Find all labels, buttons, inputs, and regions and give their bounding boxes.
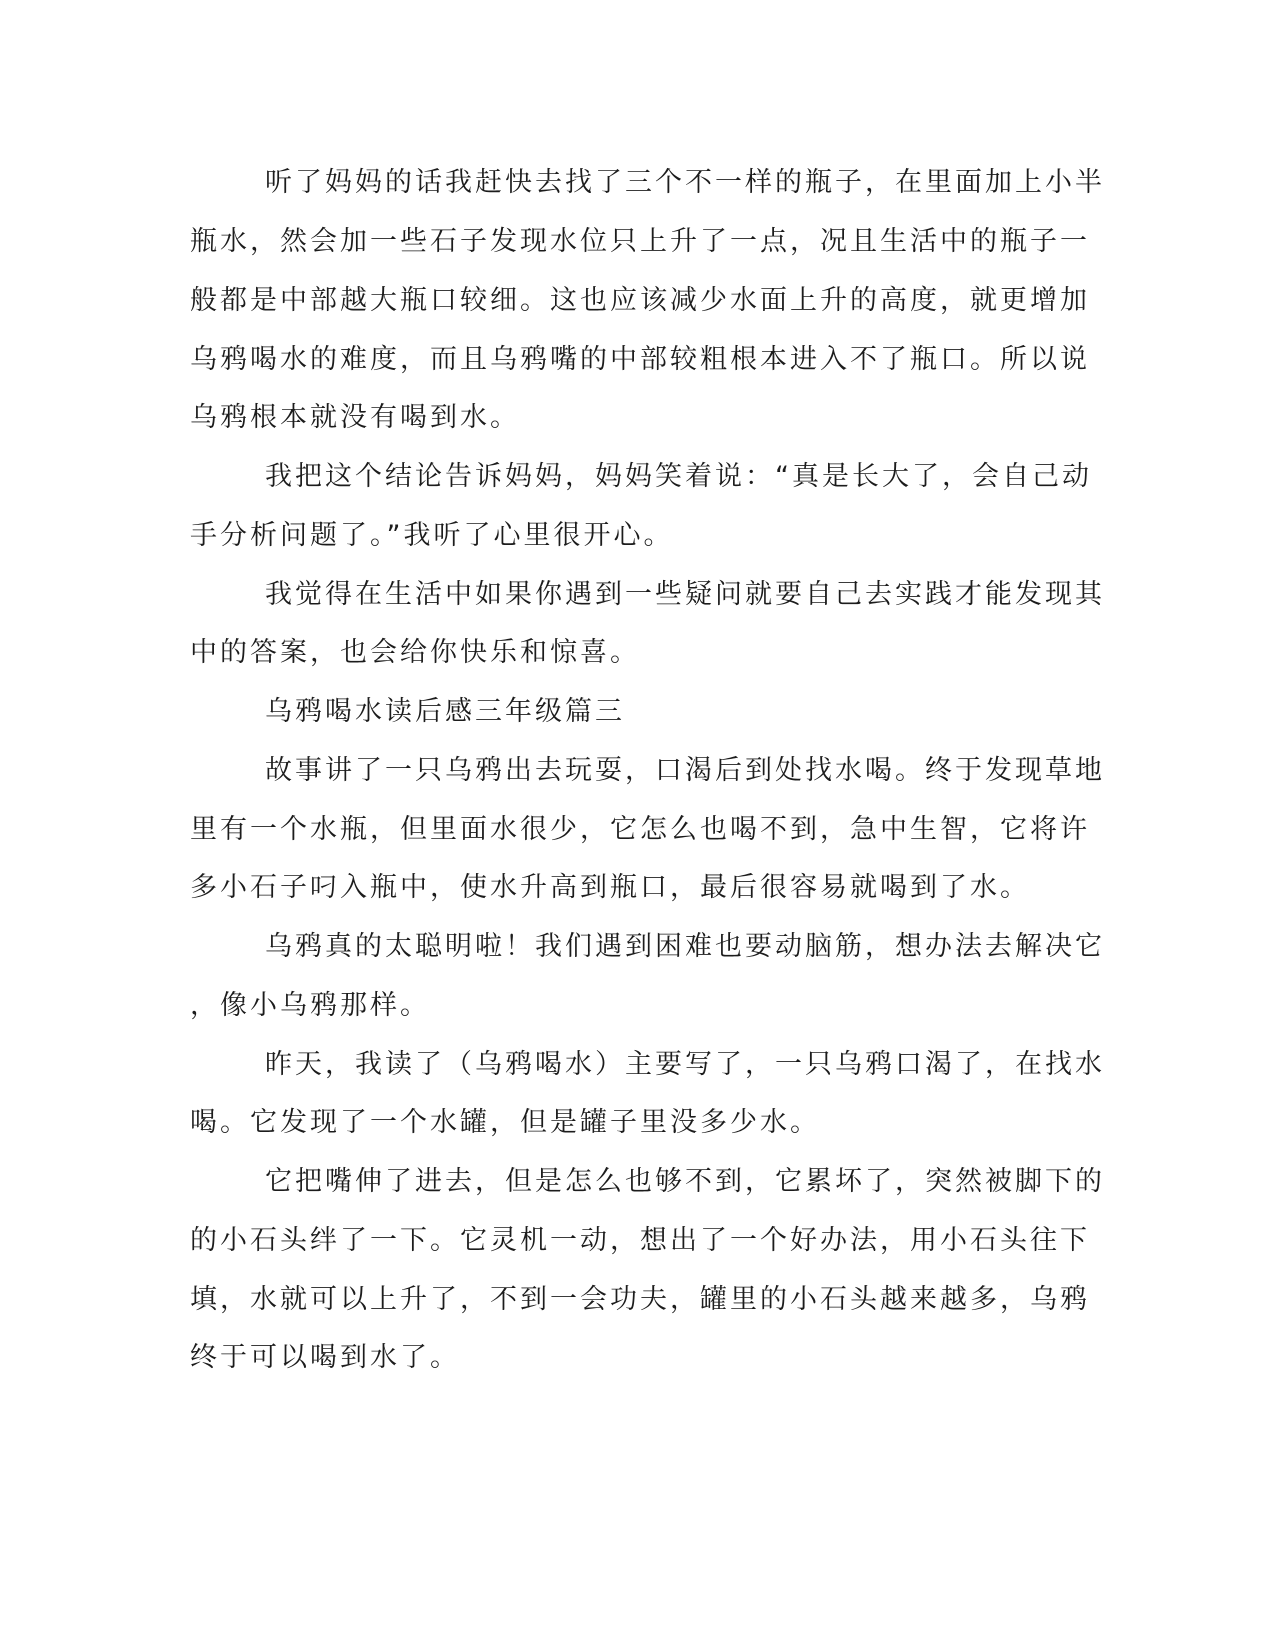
- paragraph-1-line-1: 听了妈妈的话我赶快去找了三个不一样的瓶子，在里面加上小半: [265, 167, 1105, 198]
- section-heading: 乌鸦喝水读后感三年级篇三: [265, 696, 625, 727]
- paragraph-2-line-1: 我把这个结论告诉妈妈，妈妈笑着说：“真是长大了，会自己动: [265, 461, 1092, 492]
- paragraph-7-line-3: 填，水就可以上升了，不到一会功夫，罐里的小石头越来越多，乌鸦: [190, 1284, 1090, 1315]
- paragraph-4-line-1: 故事讲了一只乌鸦出去玩耍，口渴后到处找水喝。终于发现草地: [265, 755, 1105, 786]
- paragraph-7-line-1: 它把嘴伸了进去，但是怎么也够不到，它累坏了，突然被脚下的: [265, 1166, 1105, 1197]
- paragraph-2-line-2: 手分析问题了。”我听了心里很开心。: [190, 520, 674, 551]
- paragraph-1-line-5: 乌鸦根本就没有喝到水。: [190, 402, 520, 433]
- paragraph-5-line-1: 乌鸦真的太聪明啦！我们遇到困难也要动脑筋，想办法去解决它: [265, 931, 1105, 962]
- paragraph-1-line-4: 乌鸦喝水的难度，而且乌鸦嘴的中部较粗根本进入不了瓶口。所以说: [190, 344, 1090, 375]
- paragraph-4-line-3: 多小石子叼入瓶中，使水升高到瓶口，最后很容易就喝到了水。: [190, 872, 1030, 903]
- paragraph-4-line-2: 里有一个水瓶，但里面水很少，它怎么也喝不到，急中生智，它将许: [190, 814, 1090, 845]
- paragraph-5-line-2: ，像小乌鸦那样。: [190, 990, 430, 1021]
- paragraph-1-line-3: 般都是中部越大瓶口较细。这也应该减少水面上升的高度，就更增加: [190, 285, 1090, 316]
- paragraph-6-line-2: 喝。它发现了一个水罐，但是罐子里没多少水。: [190, 1107, 820, 1138]
- paragraph-1-line-2: 瓶水，然会加一些石子发现水位只上升了一点，况且生活中的瓶子一: [190, 226, 1090, 257]
- paragraph-6-line-1: 昨天，我读了（乌鸦喝水）主要写了，一只乌鸦口渴了，在找水: [265, 1049, 1105, 1080]
- paragraph-7-line-4: 终于可以喝到水了。: [190, 1342, 460, 1373]
- paragraph-7-line-2: 的小石头绊了一下。它灵机一动，想出了一个好办法，用小石头往下: [190, 1225, 1090, 1256]
- paragraph-3-line-1: 我觉得在生活中如果你遇到一些疑问就要自己去实践才能发现其: [265, 579, 1105, 610]
- paragraph-3-line-2: 中的答案，也会给你快乐和惊喜。: [190, 637, 640, 668]
